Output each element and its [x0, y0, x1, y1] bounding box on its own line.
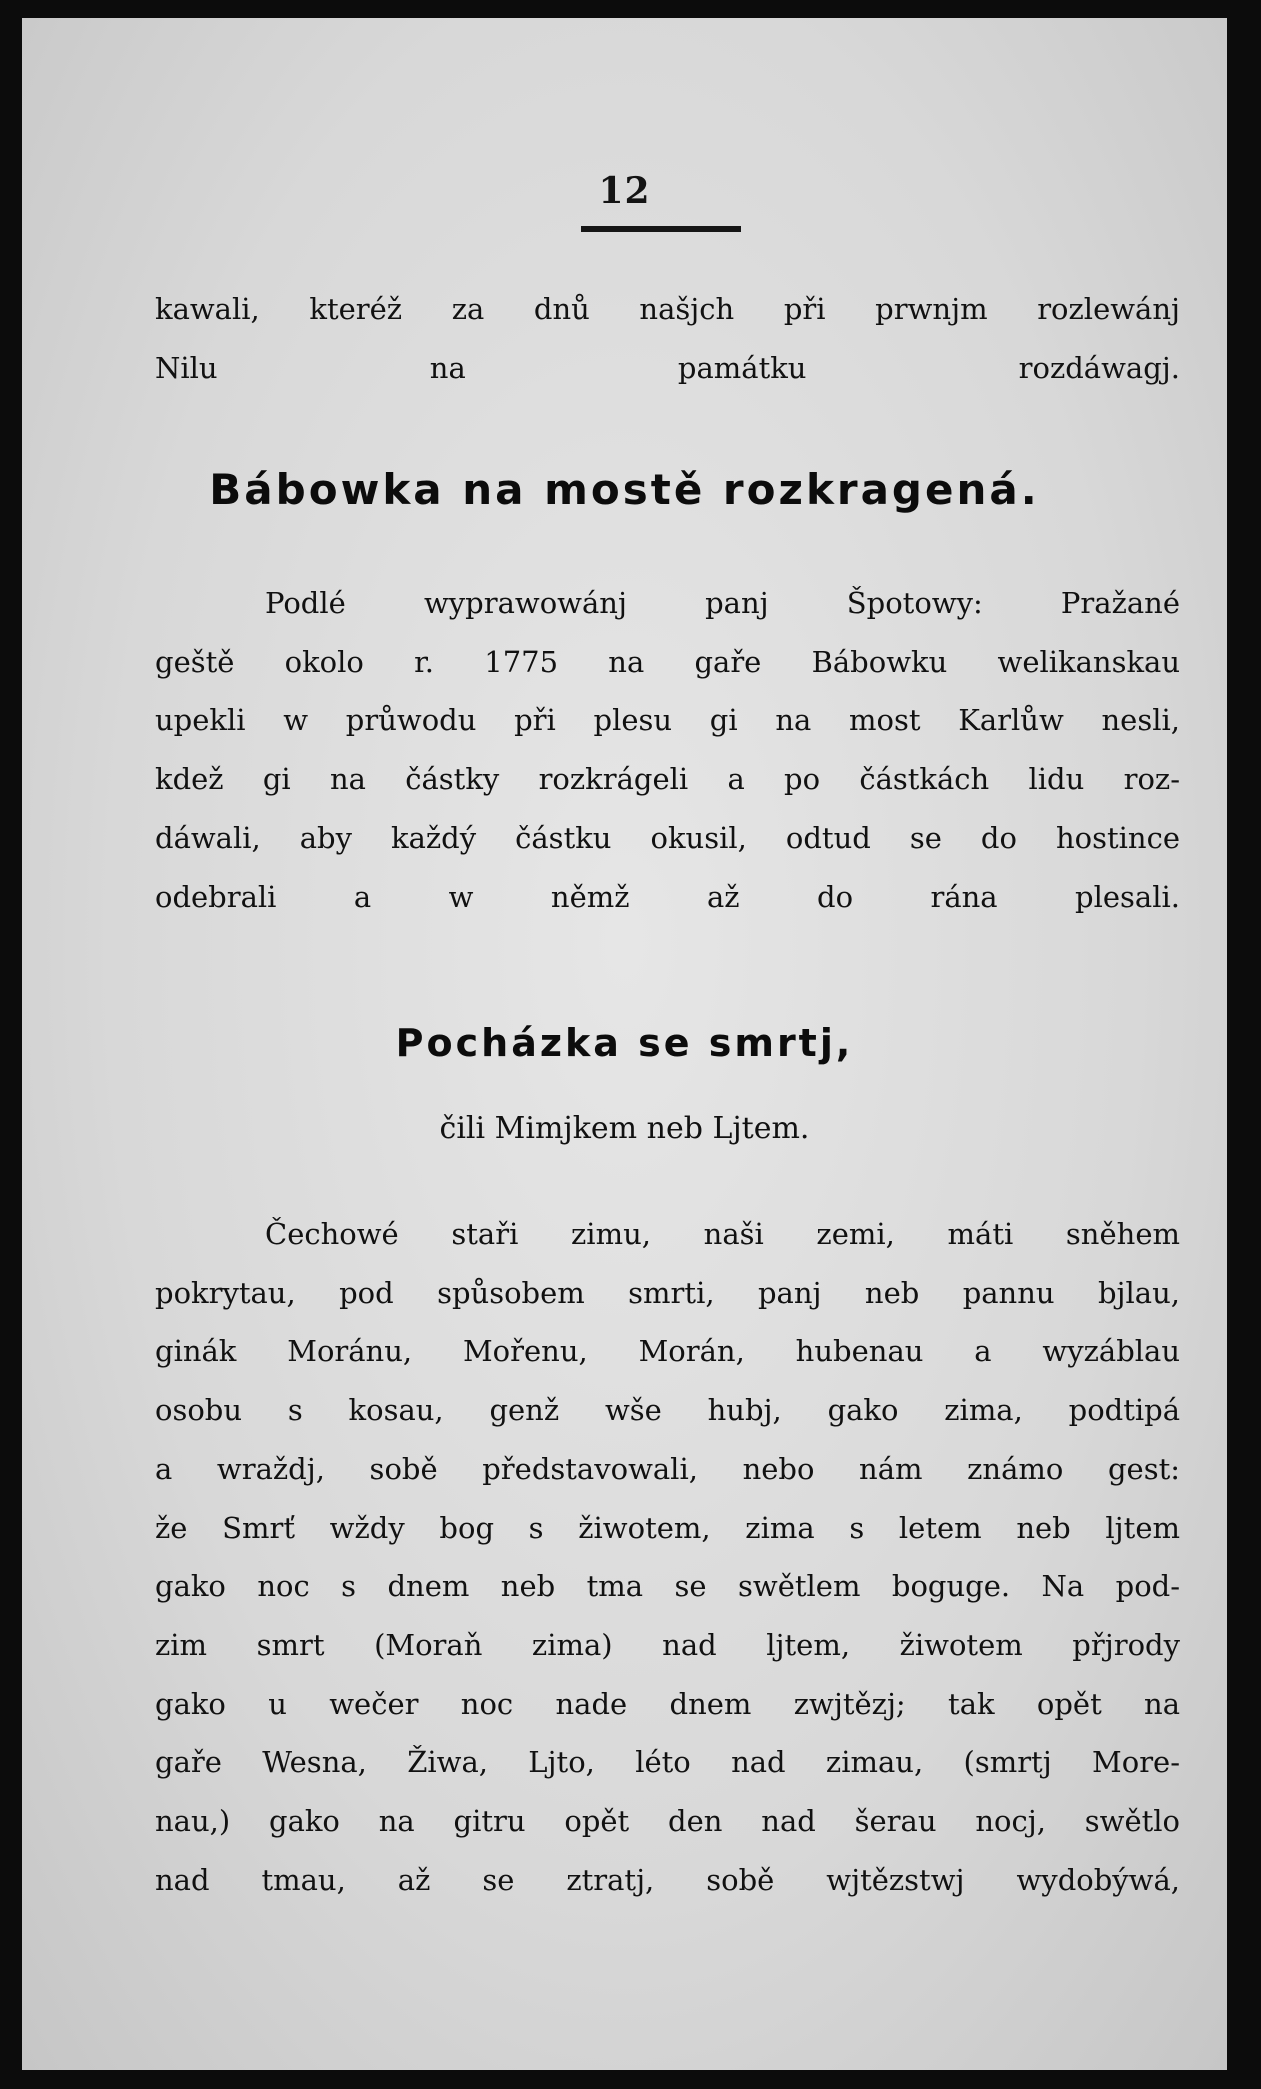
- text-line: zim smrt (Moraň zima) nad ljtem, žiwotem přjrody: [155, 1627, 1180, 1662]
- text-line: dáwali, aby každý částku okusil, odtud se do hostince: [155, 820, 1180, 855]
- text-line: Nilu na památku rozdáwagj.: [155, 350, 1180, 385]
- text-line: geště okolo r. 1775 na gaře Bábowku welikanskau: [155, 644, 1180, 679]
- text-line: odebrali a w němž až do rána plesali.: [155, 879, 1180, 914]
- text-line: osobu s kosau, genž wše hubj, gako zima, podtipá: [155, 1393, 1180, 1428]
- text-line: a wraždj, sobě představowali, nebo nám známo gest:: [155, 1451, 1180, 1486]
- text-line: ginák Moránu, Mořenu, Morán, hubenau a wyzáblau: [155, 1334, 1181, 1369]
- text-line: kdež gi na částky rozkrágeli a po částkách lidu roz-: [155, 762, 1180, 797]
- text-line: upekli w průwodu při plesu gi na most Karlůw nesli,: [155, 703, 1180, 738]
- text-line: Čechowé staři zimu, naši zemi, máti sněhem: [265, 1217, 1180, 1251]
- section-heading-pochazka: Pocházka se smrtj,: [395, 1021, 854, 1065]
- text-line: gako noc s dnem neb tma se swětlem boguge. Na pod-: [155, 1569, 1181, 1604]
- page-number-rule: [581, 226, 741, 232]
- section-subheading: čili Mimjkem neb Ljtem.: [439, 1111, 810, 1146]
- text-line: Podlé wyprawowánj panj Špotowy: Pražané: [265, 586, 1180, 620]
- section-heading-babowka: Bábowka na mostě rozkragená.: [209, 465, 1040, 514]
- paragraph-pochazka: [155, 1205, 1180, 1909]
- text-line: gako u wečer noc nade dnem zwjtězj; tak opět na: [155, 1686, 1181, 1721]
- text-line: kawali, kteréž za dnů našjch při prwnjm rozlewánj: [155, 292, 1181, 326]
- book-page: [22, 18, 1227, 2070]
- page-number: 12: [598, 170, 651, 212]
- text-line: že Smrť wždy bog s žiwotem, zima s letem neb ljtem: [155, 1510, 1180, 1545]
- text-line: pokrytau, pod spůsobem smrti, panj neb pannu bjlau,: [155, 1275, 1180, 1310]
- text-line: gaře Wesna, Žiwa, Ljto, léto nad zimau, (smrtj More-: [155, 1745, 1181, 1780]
- text-line: nau,) gako na gitru opět den nad šerau nocj, swětlo: [155, 1804, 1181, 1839]
- text-line: nad tmau, až se ztratj, sobě wjtězstwj wydobýwá,: [155, 1862, 1180, 1897]
- paragraph-continuation: [155, 280, 1180, 397]
- paragraph-babowka: [155, 574, 1180, 926]
